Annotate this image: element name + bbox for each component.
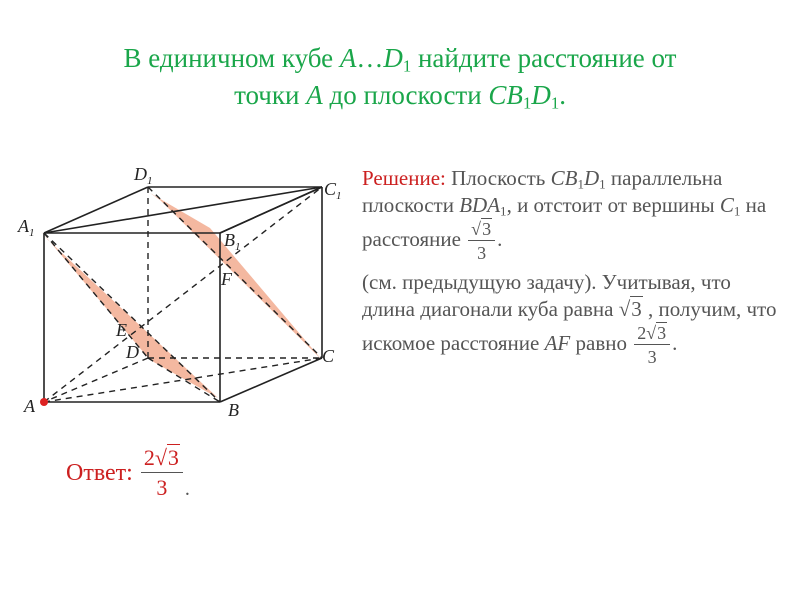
solution-text: Плоскость — [445, 166, 551, 190]
label-b: B — [228, 400, 239, 420]
label-a: A — [24, 396, 35, 416]
radicand: 3 — [482, 219, 492, 239]
solution-text: на расстояние — [362, 193, 767, 251]
fraction-2sqrt3-over-3: $\frac{2√3}{3}$ — [634, 323, 670, 367]
solution-text: параллельна плоскости — [362, 166, 723, 217]
plane-cb1d1 — [150, 193, 322, 360]
sub: 1 — [500, 203, 507, 219]
sub: 1 — [599, 176, 606, 192]
edge — [220, 358, 322, 402]
fraction-sqrt3-over-3: $\frac{√3}{3}$ — [468, 219, 495, 263]
answer-block — [66, 445, 190, 501]
answer-fraction: $\frac{2√3}{3}$ — [141, 445, 183, 501]
solution-text: , получим, что искомое расстояние — [362, 297, 777, 355]
solution-text: . — [497, 226, 503, 251]
title-var: A — [306, 80, 323, 110]
answer-label: Ответ: — [66, 459, 133, 486]
solution-text: . — [672, 330, 678, 355]
label-e: E — [116, 320, 127, 340]
title-text: . — [559, 80, 566, 110]
plane-name: D — [583, 166, 600, 190]
hidden-diagonal — [148, 358, 220, 402]
label-c1: $C_1$ — [324, 179, 342, 202]
title-sub: 1 — [402, 56, 412, 76]
radicand: 3 — [631, 297, 642, 321]
title-var: A — [339, 43, 357, 73]
problem-title — [40, 40, 760, 114]
coefficient: 2 — [143, 445, 155, 470]
edge — [44, 187, 148, 233]
title-plane: D — [531, 80, 551, 110]
hidden-diagonal — [44, 233, 148, 358]
label-f: F — [221, 269, 232, 289]
coefficient: 2 — [637, 323, 647, 343]
title-sub: 1 — [550, 93, 560, 113]
label-d1: $D_1$ — [134, 164, 153, 187]
denominator: 3 — [477, 243, 487, 263]
solution-text: (см. предыдущую задачу). Учитывая, что длина диагонали куба равна — [362, 270, 731, 321]
plane-bda1 — [40, 230, 218, 398]
point-a-marker — [40, 398, 48, 406]
plane-name: BDA — [459, 193, 501, 217]
title-text: точки — [234, 80, 307, 110]
denominator: 3 — [156, 475, 168, 500]
title-plane: CB — [488, 80, 523, 110]
solution-label: Решение: — [362, 166, 446, 190]
answer-end: . — [184, 478, 190, 500]
label-b1: $B_1$ — [224, 230, 241, 253]
title-var: D — [383, 43, 403, 73]
title-line-1 — [40, 40, 760, 77]
title-text: найдите расстояние от — [411, 43, 677, 73]
solution-block — [362, 165, 782, 367]
hidden-edge — [44, 358, 148, 402]
solution-text: , и отстоит от вершины — [506, 193, 720, 217]
title-line-2 — [40, 77, 760, 114]
edge — [44, 187, 322, 233]
label-a1: $A_1$ — [18, 216, 35, 239]
vertex-name: C — [719, 193, 734, 217]
sub: 1 — [577, 176, 584, 192]
title-dots: … — [356, 43, 384, 73]
label-d: D — [126, 342, 139, 362]
title-sub: 1 — [522, 93, 532, 113]
sub: 1 — [733, 203, 741, 219]
plane-name: CB — [550, 166, 578, 190]
hidden-diagonal — [44, 358, 322, 402]
segment-name: AF — [544, 330, 571, 355]
title-text: В единичном кубе — [123, 43, 340, 73]
solution-paragraph-2 — [362, 269, 782, 367]
denominator: 3 — [647, 347, 657, 367]
sqrt-3: √3 — [618, 297, 642, 321]
cube-figure — [0, 150, 360, 430]
label-c: C — [322, 346, 335, 366]
title-text: до плоскости — [322, 80, 489, 110]
solution-paragraph-1 — [362, 165, 782, 263]
solution-text: равно — [570, 330, 633, 355]
radicand: 3 — [167, 445, 179, 470]
radicand: 3 — [657, 323, 667, 343]
